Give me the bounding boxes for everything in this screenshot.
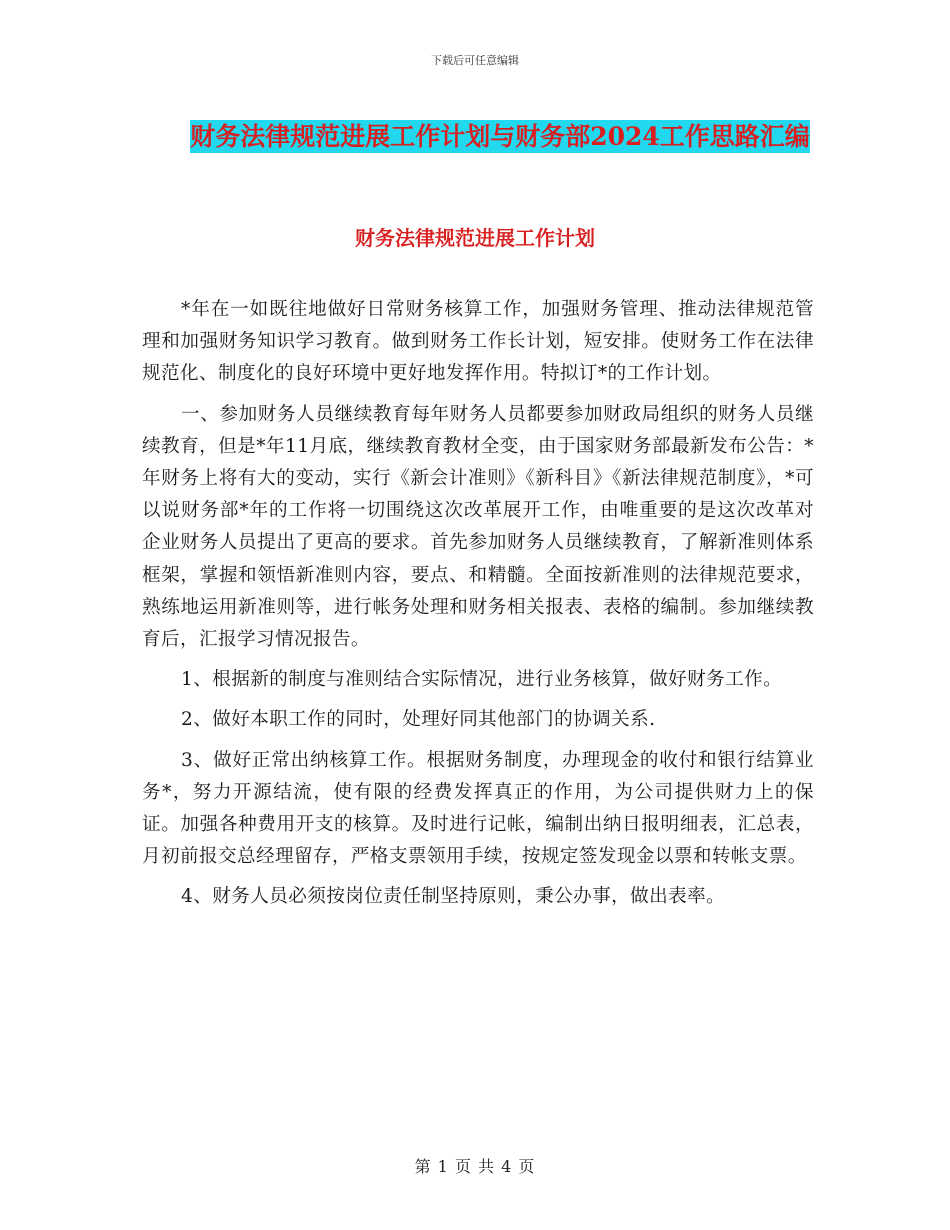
paragraph-subitem-1: 1、根据新的制度与准则结合实际情况，进行业务核算，做好财务工作。 xyxy=(181,669,783,691)
document-title xyxy=(140,112,860,162)
paragraph-item-1: 一、参加财务人员继续教育每年财务人员都要参加财政局组织的财务人员继续教育，但是*年11月底，继续教育教材全变，由于国家财务部最新发布公告：*年财务上将有大的变动，实行《新会计准则》《新科目》《新法律规范制度》，*可以说财务部*年的工作将一切围绕这次改革展开工作，由唯重要的是这次改革对企业财务人员提出了更高的要求。首先参加财务人员继续教育，了解新准则体系框架，掌握和领悟新准则内容，要点、和精髓。全面按新准则的法律规范要求，熟练地运用新准则等，进行帐务处理和财务相关报表、表格的编制。参加继续教育后，汇报学习情况报告。 xyxy=(142,403,814,651)
section-title: 财务法律规范进展工作计划 xyxy=(355,226,595,250)
paragraph-subitem-2: 2、做好本职工作的同时，处理好同其他部门的协调关系. xyxy=(181,709,656,731)
paragraph-subitem-3: 3、做好正常出纳核算工作。根据财务制度，办理现金的收付和银行结算业务*，努力开源结流，使有限的经费发挥真正的作用，为公司提供财力上的保证。加强各种费用开支的核算。及时进行记帐，编制出纳日报明细表，汇总表，月初前报交总经理留存，严格支票领用手续，按规定签发现金以票和转帐支票。 xyxy=(142,749,814,868)
document-body xyxy=(142,294,814,914)
paragraph-subitem-4: 4、财务人员必须按岗位责任制坚持原则，秉公办事，做出表率。 xyxy=(181,886,726,908)
page-number: 第 1 页 共 4 页 xyxy=(414,1157,536,1176)
document-title-text: 财务法律规范进展工作计划与财务部2024工作思路汇编 xyxy=(190,122,810,151)
paragraph-intro: *年在一如既往地做好日常财务核算工作，加强财务管理、推动法律规范管理和加强财务知识学习教育。做到财务工作长计划，短安排。使财务工作在法律规范化、制度化的良好环境中更好地发挥作用。特拟订*的工作计划。 xyxy=(142,299,814,385)
page-header-note: 下载后可任意编辑 xyxy=(431,54,519,67)
